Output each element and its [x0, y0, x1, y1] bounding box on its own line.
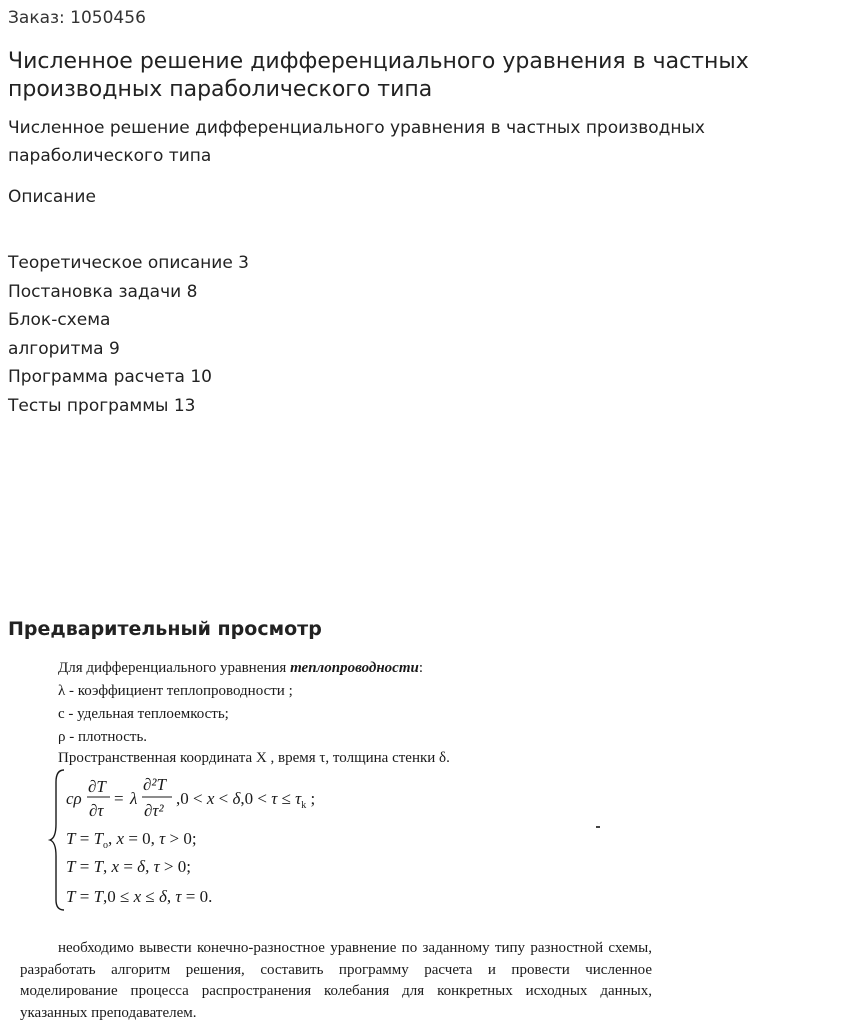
toc-item: Постановка задачи 8 — [8, 281, 198, 302]
preview-line: c - удельная теплоемкость; — [58, 706, 229, 722]
preview-line: ρ - плотность. — [58, 729, 148, 745]
equation-system — [50, 768, 380, 918]
svg-text:∂²T: ∂²T — [143, 775, 166, 794]
svg-text:∂τ²: ∂τ² — [144, 801, 164, 820]
toc-item: Теоретическое описание 3 — [8, 253, 249, 273]
page-subtitle: Численное решение дифференциального уравнения в частных производных параболического типа — [8, 118, 705, 166]
description-heading: Описание — [8, 187, 96, 207]
intro-suffix: : — [418, 660, 424, 676]
order-number: Заказ: 1050456 — [8, 8, 146, 28]
equation-1 — [66, 775, 315, 820]
equation-4: T = T,0 ≤ x ≤ δ, τ = 0. — [66, 887, 213, 906]
svg-text:∂τ: ∂τ — [89, 801, 104, 820]
preview-paragraph: необходимо вывести конечно-разностное уравнение по заданному типу разностной схемы, разработать алгоритм решения, составить программу расчета и провести численное моделирование процесса распространения колебания для конкретных исходных данных, указанных преподавателем. — [20, 940, 652, 1021]
svg-text:λ: λ — [130, 789, 138, 808]
svg-text:=: = — [114, 789, 124, 808]
preview-heading: Предварительный просмотр — [8, 618, 322, 640]
toc-item: Блок-схема — [8, 310, 111, 331]
system-brace-icon — [50, 770, 64, 910]
document-preview — [0, 650, 847, 1034]
preview-intro-line — [58, 660, 423, 677]
toc-item: Тесты программы 13 — [8, 395, 196, 416]
table-of-contents — [8, 249, 249, 421]
intro-emphasis: теплопроводности — [290, 660, 419, 676]
intro-prefix: Для дифференциального уравнения — [58, 660, 291, 676]
svg-text:,0 < x < δ,0 < τ ≤ τk ;: $,0 < x < \delta,0 < \tau \le \tau_k$ ; — [176, 789, 316, 811]
equation-3: T = T, x = δ, τ > 0; — [66, 857, 191, 876]
page-title: Численное решение дифференциального уравнения в частных производных параболического типа — [8, 49, 749, 102]
svg-text:∂T: ∂T — [88, 777, 106, 796]
scan-speck — [596, 826, 600, 828]
equation-2: $T = T_o$, x = 0, τ > 0; — [66, 829, 197, 851]
svg-text:cρ: cρ — [66, 789, 82, 808]
toc-item: алгоритма 9 — [8, 338, 120, 359]
toc-item: Программа расчета 10 — [8, 367, 212, 388]
preview-line: λ - коэффициент теплопроводности ; — [58, 683, 293, 699]
preview-line: Пространственная координата X , время τ, толщина стенки δ. — [58, 750, 450, 766]
